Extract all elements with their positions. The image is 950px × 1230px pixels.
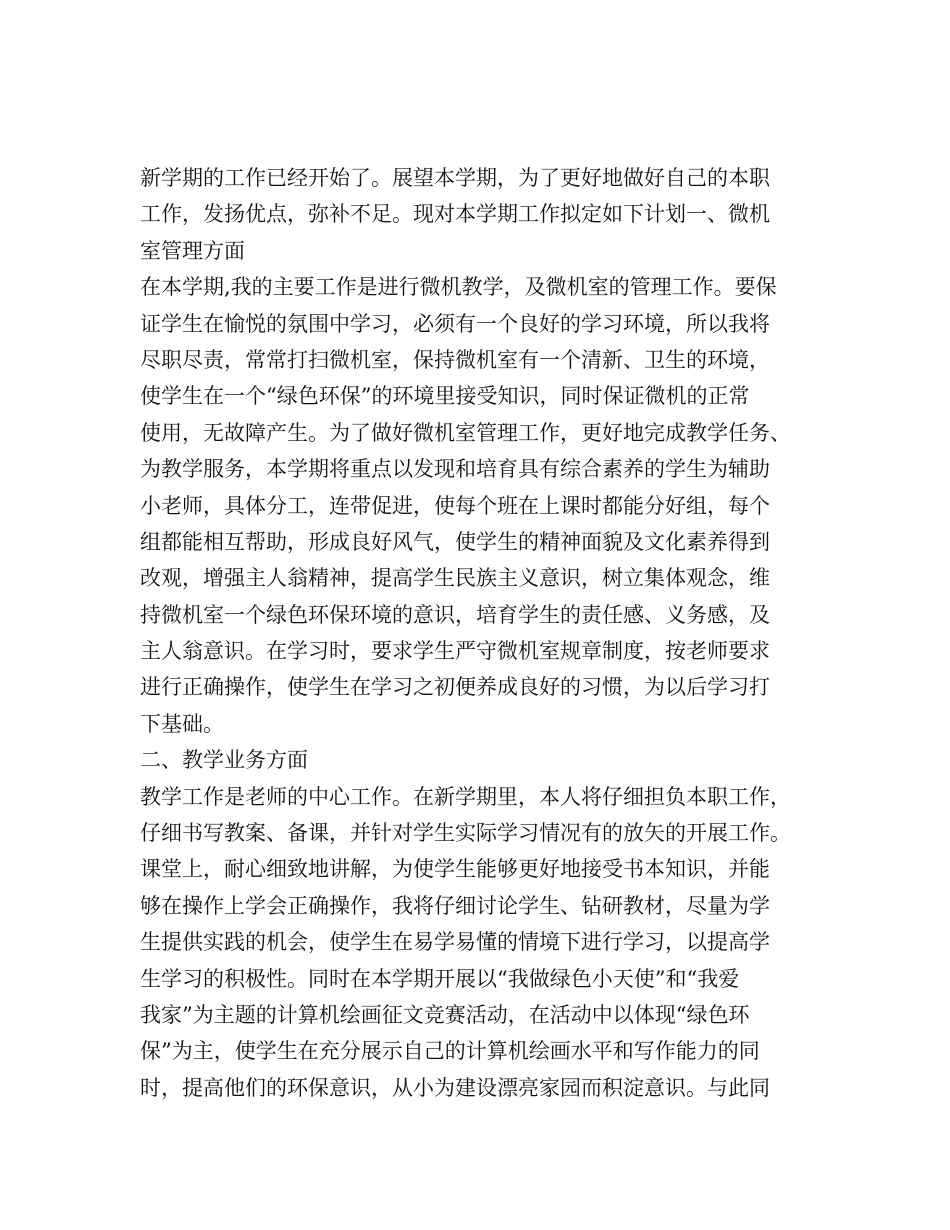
text-line: 进行正确操作，使学生在学习之初便养成良好的习惯，为以后学习打 bbox=[140, 675, 770, 700]
text-line: 够在操作上学会正确操作，我将仔细讨论学生、钻研教材，尽量为学 bbox=[140, 893, 770, 918]
text-line: 保”为主，使学生在充分展示自己的计算机绘画水平和写作能力的同 bbox=[140, 1039, 760, 1064]
text-line: 持微机室一个绿色环保环境的意识，培育学生的责任感、义务感，及 bbox=[140, 602, 770, 627]
text-line: 生学习的积极性。同时在本学期开展以“我做绿色小天使”和“我爱 bbox=[140, 966, 740, 991]
text-line: 生提供实践的机会，使学生在易学易懂的情境下进行学习，以提高学 bbox=[140, 930, 770, 955]
text-line: 组都能相互帮助，形成良好风气，使学生的精神面貌及文化素养得到 bbox=[140, 529, 770, 554]
body-text bbox=[140, 160, 812, 1106]
text-line: 主人翁意识。在学习时，要求学生严守微机室规章制度，按老师要求 bbox=[140, 639, 770, 664]
text-line: 改观，增强主人翁精神，提高学生民族主义意识，树立集体观念，维 bbox=[140, 566, 770, 591]
text-line: 仔细书写教案、备课，并针对学生实际学习情况有的放矢的开展工作。 bbox=[140, 821, 791, 846]
text-line: 使用，无故障产生。为了做好微机室管理工作，更好地完成教学任务、 bbox=[140, 420, 791, 445]
text-line: 下基础。 bbox=[140, 711, 224, 736]
section-heading: 室管理方面 bbox=[140, 238, 245, 263]
text-line: 使学生在一个“绿色环保”的环境里接受知识，同时保证微机的正常 bbox=[140, 384, 750, 409]
text-line: 课堂上，耐心细致地讲解，为使学生能够更好地接受书本知识，并能 bbox=[140, 857, 770, 882]
text-line: 在本学期,我的主要工作是进行微机教学，及微机室的管理工作。要保 bbox=[140, 275, 777, 300]
text-line: 小老师，具体分工，连带促进，使每个班在上课时都能分好组，每个 bbox=[140, 493, 770, 518]
section-heading: 二、教学业务方面 bbox=[140, 748, 308, 773]
text-line: 尽职尽责，常常打扫微机室，保持微机室有一个清新、卫生的环境， bbox=[140, 347, 770, 372]
text-line: 工作，发扬优点，弥补不足。现对本学期工作拟定如下计划一、微机 bbox=[140, 202, 770, 227]
text-line: 教学工作是老师的中心工作。在新学期里，本人将仔细担负本职工作， bbox=[140, 784, 791, 809]
text-line: 新学期的工作已经开始了。展望本学期，为了更好地做好自己的本职 bbox=[140, 166, 770, 190]
text-line: 为教学服务，本学期将重点以发现和培育具有综合素养的学生为辅助 bbox=[140, 457, 770, 482]
text-line: 证学生在愉悦的氛围中学习，必须有一个良好的学习环境，所以我将 bbox=[140, 311, 770, 336]
text-line: 我家”为主题的计算机绘画征文竞赛活动，在活动中以体现“绿色环 bbox=[140, 1002, 750, 1027]
text-line: 时，提高他们的环保意识，从小为建设漂亮家园而积淀意识。与此同 bbox=[140, 1075, 770, 1100]
